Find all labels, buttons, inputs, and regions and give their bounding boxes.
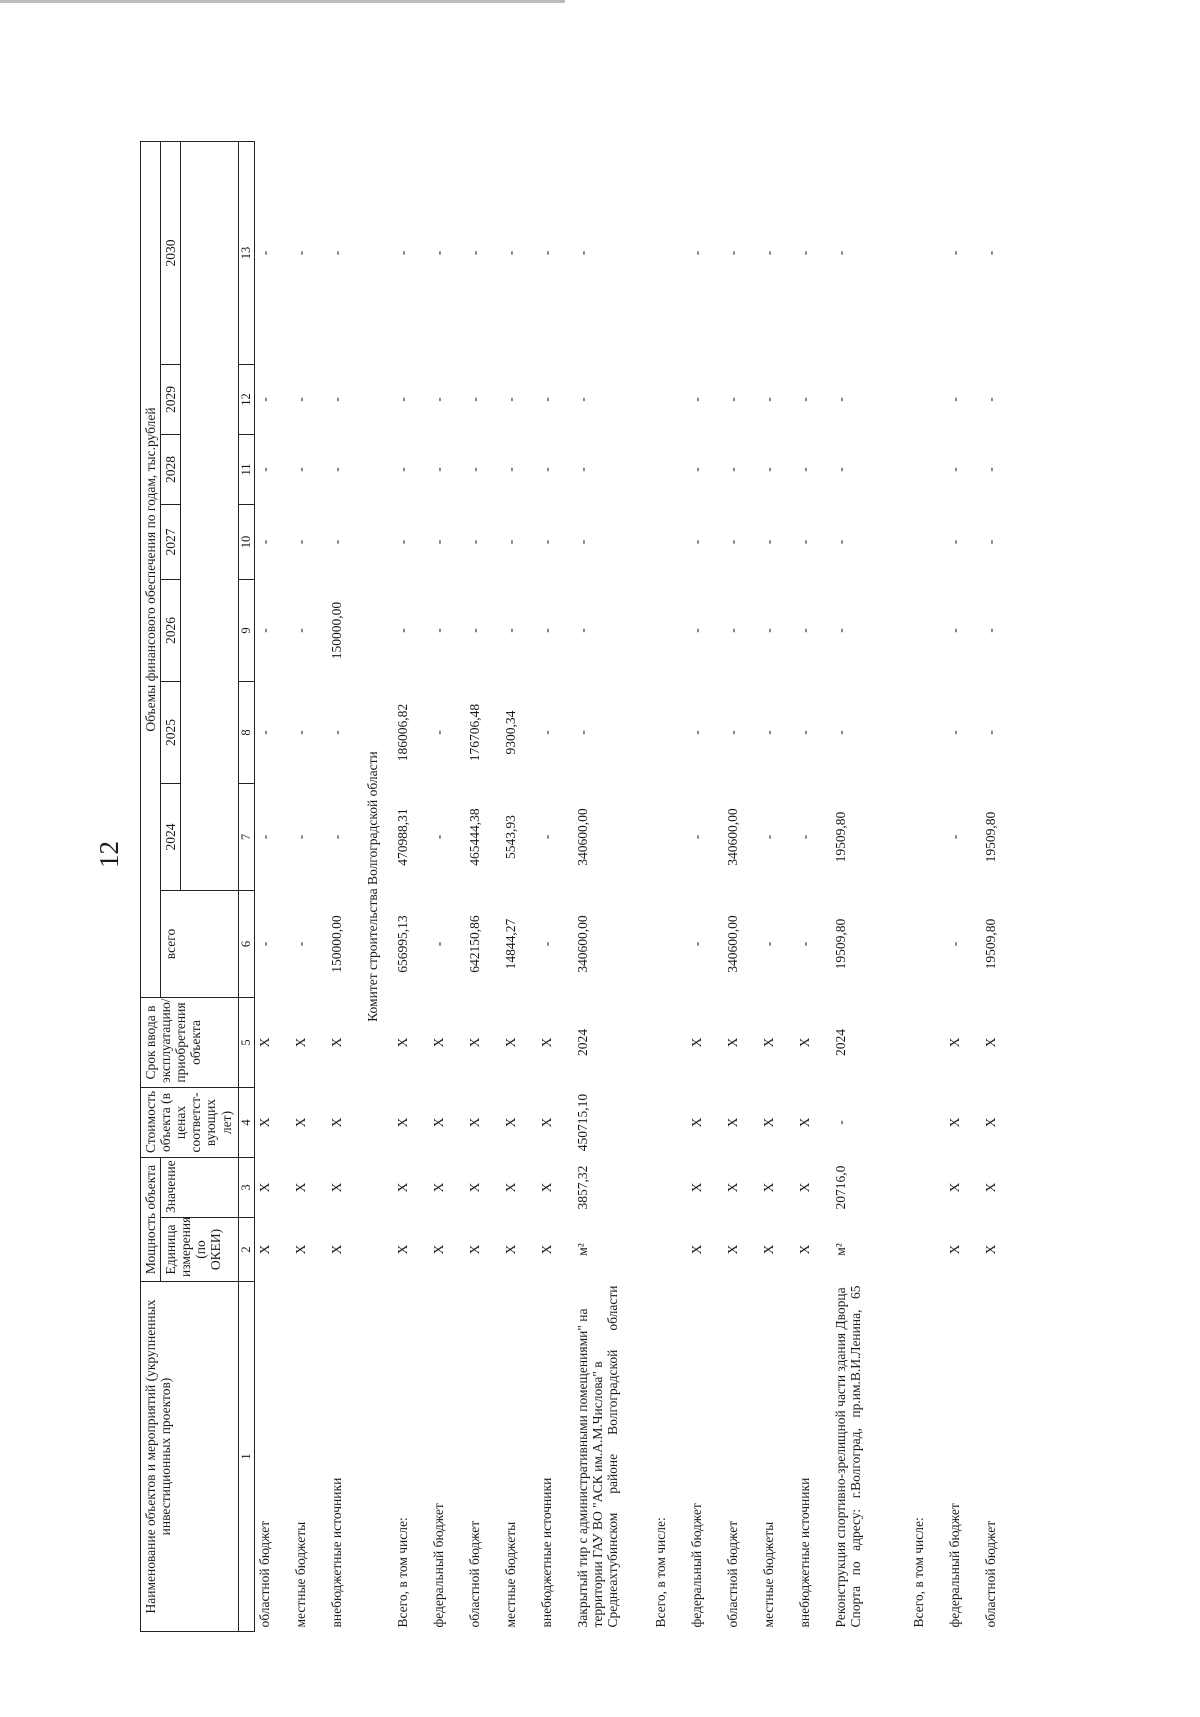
row-value-cell: X — [394, 1037, 410, 1048]
row-value-cell — [651, 435, 687, 505]
row-value-cell: - — [832, 539, 848, 545]
row-value-cell: 340600,00 — [724, 808, 740, 866]
row-value-cell: - — [796, 628, 812, 633]
row-value-cell: - — [328, 730, 344, 735]
table-row — [393, 142, 429, 1632]
row-value-cell: - — [430, 250, 446, 256]
row-value-cell: - — [688, 730, 704, 735]
row-value-cell: X — [538, 1037, 554, 1048]
row-value-cell: 176706,48 — [466, 703, 482, 762]
row-value-cell: - — [292, 467, 308, 472]
row-value-cell: - — [257, 539, 273, 545]
col-number: 11 — [239, 435, 255, 505]
row-value-cell: X — [796, 1244, 812, 1255]
row-value-cell: 19509,80 — [832, 811, 848, 863]
row-value-cell: X — [760, 1117, 776, 1128]
row-value-cell: - — [688, 539, 704, 545]
row-name-cell: федеральный бюджет — [430, 1503, 446, 1628]
row-value-cell: - — [292, 628, 308, 633]
row-value-cell: - — [328, 539, 344, 545]
row-value-cell: - — [946, 250, 962, 256]
row-name-cell: областной бюджет — [724, 1520, 740, 1628]
row-value-cell: - — [430, 730, 446, 735]
row-value-cell: X — [328, 1244, 344, 1255]
row-value-cell: - — [982, 730, 998, 735]
row-value-cell: X — [502, 1244, 518, 1255]
row-name-cell: Всего, в том числе: — [652, 1517, 668, 1628]
row-value-cell: X — [292, 1182, 308, 1193]
row-value-cell: - — [430, 467, 446, 472]
table-body — [255, 142, 363, 1632]
table-row — [327, 142, 363, 1632]
row-value-cell: - — [394, 628, 410, 633]
row-value-cell: - — [292, 941, 308, 947]
row-value-cell: - — [796, 467, 812, 472]
row-value-cell — [909, 365, 945, 435]
column-numbers-row — [239, 142, 255, 1632]
row-name-cell: внебюджетные источники — [538, 1477, 554, 1628]
row-name-cell: федеральный бюджет — [946, 1503, 962, 1628]
row-name-cell: местные бюджеты — [760, 1521, 776, 1628]
row-value-cell: - — [796, 730, 812, 735]
row-value-cell: X — [982, 1037, 998, 1048]
row-value-cell: - — [946, 834, 962, 840]
row-value-cell: - — [394, 250, 410, 256]
row-value-cell: X — [257, 1244, 273, 1255]
col-number: 3 — [239, 1158, 255, 1218]
row-value-cell: - — [760, 467, 776, 472]
row-value-cell: - — [292, 250, 308, 256]
table-header — [141, 142, 255, 1632]
row-value-cell: - — [292, 397, 308, 402]
row-value-cell: - — [982, 250, 998, 256]
table-row — [723, 142, 759, 1632]
row-name-cell: областной бюджет — [982, 1520, 998, 1628]
row-value-cell: - — [574, 250, 590, 256]
row-value-cell — [909, 1218, 945, 1282]
header-year: 2028 — [161, 435, 181, 505]
row-value-cell: - — [688, 834, 704, 840]
header-funding: Объемы финансового обеспечения по годам, тыс.рублей — [141, 142, 161, 998]
row-value-cell: X — [946, 1182, 962, 1193]
col-number: 6 — [239, 891, 255, 998]
row-value-cell: 5543,93 — [502, 815, 518, 859]
row-value-cell: - — [502, 250, 518, 256]
row-value-cell — [909, 505, 945, 580]
row-value-cell: - — [257, 941, 273, 947]
row-value-cell: - — [538, 467, 554, 472]
row-value-cell: - — [466, 628, 482, 633]
row-value-cell: - — [688, 628, 704, 633]
row-value-cell: X — [760, 1037, 776, 1048]
top-scan-line — [0, 0, 565, 3]
col-number: 4 — [239, 1088, 255, 1158]
row-value-cell: X — [466, 1037, 482, 1048]
row-value-cell: X — [257, 1117, 273, 1128]
row-value-cell: - — [832, 467, 848, 472]
table-row — [573, 142, 651, 1632]
row-value-cell — [651, 1158, 687, 1218]
row-value-cell — [651, 1088, 687, 1158]
row-value-cell: X — [760, 1244, 776, 1255]
row-value-cell: м² — [574, 1243, 590, 1256]
row-value-cell: - — [574, 467, 590, 472]
row-value-cell: - — [538, 628, 554, 633]
row-value-cell: - — [538, 834, 554, 840]
row-value-cell: - — [257, 467, 273, 472]
row-value-cell: - — [982, 539, 998, 545]
row-value-cell: - — [688, 250, 704, 256]
table-row — [501, 142, 537, 1632]
table-row — [429, 142, 465, 1632]
group-title: Комитет строительства Волгоградской области — [364, 751, 380, 1022]
row-name-cell: областной бюджет — [466, 1520, 482, 1628]
row-value-cell: - — [502, 628, 518, 633]
row-value-cell: - — [328, 467, 344, 472]
row-value-cell: - — [796, 397, 812, 402]
col-number: 9 — [239, 580, 255, 682]
row-value-cell: - — [724, 397, 740, 402]
row-value-cell: - — [538, 397, 554, 402]
row-value-cell: м² — [832, 1243, 848, 1256]
row-value-cell: X — [538, 1182, 554, 1193]
row-value-cell: - — [574, 397, 590, 402]
row-name-cell: областной бюджет — [257, 1520, 273, 1628]
table-row — [909, 142, 945, 1632]
row-name-cell: Всего, в том числе: — [394, 1517, 410, 1628]
row-name-cell: Закрытый тир с административными помещениями" на территории ГАУ ВО "АСК им.А.М.Числова" в Среднеахтубинском районе Волгоградской области — [574, 1285, 620, 1628]
row-value-cell: X — [394, 1182, 410, 1193]
row-value-cell: X — [394, 1244, 410, 1255]
row-value-cell: - — [292, 730, 308, 735]
row-value-cell: X — [502, 1117, 518, 1128]
row-value-cell: X — [946, 1037, 962, 1048]
row-value-cell: - — [430, 941, 446, 947]
row-value-cell: - — [257, 730, 273, 735]
row-value-cell: X — [430, 1037, 446, 1048]
row-value-cell: - — [760, 628, 776, 633]
row-value-cell — [651, 998, 687, 1088]
row-value-cell: - — [946, 397, 962, 402]
row-value-cell: - — [796, 941, 812, 947]
row-value-cell — [909, 891, 945, 998]
row-value-cell: X — [538, 1117, 554, 1128]
row-value-cell — [651, 1218, 687, 1282]
row-value-cell: - — [292, 834, 308, 840]
row-value-cell: X — [430, 1117, 446, 1128]
row-value-cell: 14844,27 — [502, 918, 518, 970]
col-number: 2 — [239, 1218, 255, 1282]
table-row — [759, 142, 795, 1632]
row-value-cell: X — [430, 1182, 446, 1193]
row-value-cell: X — [724, 1244, 740, 1255]
row-value-cell: - — [724, 730, 740, 735]
col-number: 10 — [239, 505, 255, 580]
row-value-cell: 150000,00 — [328, 601, 344, 660]
row-value-cell: 470988,31 — [394, 808, 410, 866]
row-value-cell — [651, 142, 687, 365]
table-row — [795, 142, 831, 1632]
row-value-cell: - — [796, 834, 812, 840]
row-value-cell: - — [760, 730, 776, 735]
row-value-cell: - — [688, 467, 704, 472]
funding-table — [140, 141, 1017, 1632]
row-value-cell: 19509,80 — [982, 918, 998, 970]
row-value-cell: - — [328, 250, 344, 256]
table-row — [651, 142, 687, 1632]
row-value-cell: - — [430, 834, 446, 840]
row-value-cell: - — [430, 539, 446, 545]
row-value-cell: - — [688, 397, 704, 402]
row-value-cell — [909, 682, 945, 784]
row-name-cell: Всего, в том числе: — [910, 1517, 926, 1628]
row-value-cell: X — [688, 1244, 704, 1255]
header-value: Значение — [161, 1158, 239, 1218]
row-value-cell: - — [430, 628, 446, 633]
row-value-cell: - — [760, 941, 776, 947]
col-number: 5 — [239, 998, 255, 1088]
header-year: 2026 — [161, 580, 181, 682]
row-name-cell: внебюджетные источники — [796, 1477, 812, 1628]
row-value-cell: - — [257, 628, 273, 633]
table-row — [255, 142, 291, 1632]
row-value-cell: - — [538, 941, 554, 947]
row-value-cell: - — [946, 467, 962, 472]
row-value-cell: X — [257, 1182, 273, 1193]
row-value-cell — [651, 365, 687, 435]
col-number: 1 — [239, 1282, 255, 1632]
row-value-cell: - — [760, 834, 776, 840]
row-value-cell: - — [832, 730, 848, 735]
row-value-cell: X — [724, 1117, 740, 1128]
row-value-cell: X — [760, 1182, 776, 1193]
row-value-cell: - — [832, 1120, 848, 1125]
row-name-cell: местные бюджеты — [292, 1521, 308, 1628]
row-value-cell: - — [502, 467, 518, 472]
row-value-cell: X — [946, 1244, 962, 1255]
row-value-cell — [651, 682, 687, 784]
row-value-cell: X — [796, 1117, 812, 1128]
row-value-cell: - — [796, 539, 812, 545]
row-value-cell: - — [832, 250, 848, 256]
header-year: 2029 — [161, 365, 181, 435]
row-value-cell: 340600,00 — [574, 915, 590, 973]
header-year: 2025 — [161, 682, 181, 784]
row-value-cell: X — [292, 1117, 308, 1128]
col-number: 13 — [239, 142, 255, 365]
row-value-cell: - — [760, 539, 776, 545]
row-value-cell: - — [394, 539, 410, 545]
row-value-cell: - — [760, 250, 776, 256]
table-row — [465, 142, 501, 1632]
row-value-cell: - — [946, 539, 962, 545]
row-value-cell: - — [796, 250, 812, 256]
row-value-cell: - — [538, 539, 554, 545]
row-value-cell — [651, 891, 687, 998]
header-capacity: Мощность объекта — [141, 1158, 161, 1282]
row-value-cell — [651, 505, 687, 580]
col-number: 7 — [239, 784, 255, 891]
row-value-cell: - — [394, 397, 410, 402]
row-name-cell: внебюджетные источники — [328, 1477, 344, 1628]
row-value-cell: 2024 — [832, 1029, 848, 1056]
row-value-cell: - — [394, 467, 410, 472]
row-value-cell: 9300,34 — [502, 710, 518, 755]
row-value-cell: X — [257, 1037, 273, 1048]
header-name: Наименование объектов и мероприятий (укрупненных инвестиционных проектов) — [141, 1282, 239, 1632]
table-row — [291, 142, 327, 1632]
row-value-cell: - — [502, 397, 518, 402]
row-value-cell: - — [430, 397, 446, 402]
row-value-cell: 19509,80 — [832, 918, 848, 970]
row-value-cell: X — [796, 1037, 812, 1048]
table-row — [831, 142, 909, 1632]
row-value-cell: X — [946, 1117, 962, 1128]
table-row — [945, 142, 981, 1632]
row-value-cell — [651, 580, 687, 682]
table-body-group — [393, 142, 1017, 1632]
row-value-cell: X — [724, 1037, 740, 1048]
row-value-cell: X — [292, 1244, 308, 1255]
row-value-cell: - — [466, 539, 482, 545]
row-value-cell: - — [832, 397, 848, 402]
row-value-cell: X — [328, 1182, 344, 1193]
row-value-cell: 340600,00 — [574, 808, 590, 866]
row-value-cell — [909, 1158, 945, 1218]
row-value-cell: - — [328, 397, 344, 402]
row-value-cell: - — [292, 539, 308, 545]
row-value-cell: - — [760, 397, 776, 402]
header-cost: Стоимость объекта (в ценах соответст-вующих лет) — [141, 1088, 239, 1158]
page-number: 12 — [94, 841, 124, 868]
row-value-cell — [909, 435, 945, 505]
row-value-cell: 642150,86 — [466, 915, 482, 973]
row-value-cell: 150000,00 — [328, 915, 344, 973]
row-value-cell: - — [502, 539, 518, 545]
row-value-cell: - — [257, 250, 273, 256]
row-value-cell: - — [982, 467, 998, 472]
row-value-cell: - — [946, 730, 962, 735]
row-value-cell: - — [724, 467, 740, 472]
row-value-cell: X — [466, 1182, 482, 1193]
row-value-cell: X — [688, 1117, 704, 1128]
row-value-cell: X — [328, 1037, 344, 1048]
row-value-cell: - — [832, 628, 848, 633]
row-value-cell: 20716,0 — [832, 1165, 848, 1210]
row-name-cell: Реконструкция спортивно-зрелищной части здания Дворца Спорта по адресу: г.Волгоград, пр.им.В.И.Ленина, 65 — [832, 1285, 863, 1628]
row-value-cell: - — [466, 250, 482, 256]
row-value-cell: - — [946, 941, 962, 947]
row-value-cell: X — [328, 1117, 344, 1128]
row-value-cell: X — [982, 1244, 998, 1255]
row-value-cell — [909, 784, 945, 891]
row-value-cell: - — [257, 397, 273, 402]
row-value-cell: - — [466, 397, 482, 402]
row-value-cell: - — [946, 628, 962, 633]
row-value-cell — [909, 580, 945, 682]
row-value-cell — [909, 142, 945, 365]
table-row — [687, 142, 723, 1632]
row-value-cell: 340600,00 — [724, 915, 740, 973]
header-year: 2027 — [161, 505, 181, 580]
row-value-cell: X — [982, 1117, 998, 1128]
row-value-cell: - — [466, 467, 482, 472]
header-year: 2024 — [161, 784, 181, 891]
row-value-cell: - — [574, 539, 590, 545]
row-value-cell: 186006,82 — [394, 703, 410, 762]
row-value-cell: X — [688, 1037, 704, 1048]
table-row — [981, 142, 1017, 1632]
row-value-cell: - — [538, 250, 554, 256]
group-section — [363, 142, 393, 1632]
row-value-cell: - — [538, 730, 554, 735]
row-value-cell: X — [466, 1244, 482, 1255]
row-value-cell: - — [328, 834, 344, 840]
row-value-cell: X — [430, 1244, 446, 1255]
row-name-cell: федеральный бюджет — [688, 1503, 704, 1628]
col-number: 8 — [239, 682, 255, 784]
row-value-cell — [909, 1088, 945, 1158]
row-value-cell: - — [688, 941, 704, 947]
header-total: всего — [161, 891, 239, 998]
row-name-cell: местные бюджеты — [502, 1521, 518, 1628]
row-value-cell: - — [982, 397, 998, 402]
row-value-cell: X — [724, 1182, 740, 1193]
row-value-cell: - — [724, 628, 740, 633]
header-unit: Единица измерения (по ОКЕИ) — [161, 1218, 239, 1282]
table-row — [537, 142, 573, 1632]
row-value-cell: 19509,80 — [982, 811, 998, 863]
row-value-cell: 465444,38 — [466, 808, 482, 866]
row-value-cell: - — [724, 250, 740, 256]
row-value-cell: - — [574, 628, 590, 633]
row-value-cell: X — [502, 1182, 518, 1193]
row-value-cell: 450715,10 — [574, 1093, 590, 1152]
row-value-cell: X — [688, 1182, 704, 1193]
rotated-table-container — [140, 142, 1096, 1632]
row-value-cell: X — [394, 1117, 410, 1128]
row-value-cell: X — [292, 1037, 308, 1048]
row-value-cell: - — [982, 628, 998, 633]
row-value-cell: - — [724, 539, 740, 545]
row-value-cell: X — [538, 1244, 554, 1255]
row-value-cell: - — [257, 834, 273, 840]
row-value-cell: - — [574, 730, 590, 735]
col-number: 12 — [239, 365, 255, 435]
row-value-cell: X — [982, 1182, 998, 1193]
row-value-cell: 2024 — [574, 1029, 590, 1056]
row-value-cell — [909, 998, 945, 1088]
row-value-cell: X — [796, 1182, 812, 1193]
row-value-cell: 656995,13 — [394, 915, 410, 973]
row-value-cell: X — [466, 1117, 482, 1128]
row-value-cell: 3857,32 — [574, 1165, 590, 1210]
row-value-cell — [651, 784, 687, 891]
row-value-cell: X — [502, 1037, 518, 1048]
header-commissioning: Срок ввода в эксплуатацию/ приобретения объекта — [141, 998, 239, 1088]
header-year: 2030 — [161, 142, 181, 365]
